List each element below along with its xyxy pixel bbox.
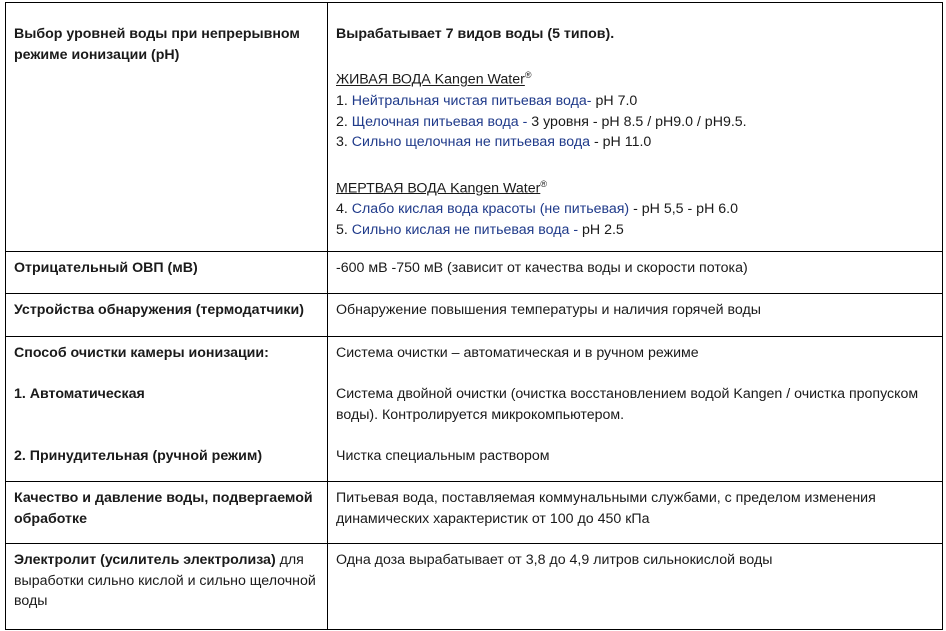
row-value-cell [328,294,943,337]
row-label-cell [6,252,328,294]
table-row [6,3,943,252]
specs-table [5,2,943,630]
list-item: 2. Щелочная питьевая вода - 3 уровня - pH 8.5 / pH9.0 / pH9.5. [336,113,747,130]
row-value: Одна доза вырабатывает от 3,8 до 4,9 литров сильнокислой воды [336,552,773,568]
table-row [6,337,943,482]
row-value: Система очистки – автоматическая и в ручном режиме [336,345,699,361]
table-row [6,252,943,294]
row-label: Выбор уровней воды при непрерывном режиме ионизации (pH) [14,26,300,63]
row-value-cell [328,3,943,252]
list-item: 5. Сильно кислая не питьевая вода - pH 2.5 [336,221,624,238]
row-label-cell [6,544,328,630]
row-value: Обнаружение повышения температуры и наличия горячей воды [336,302,761,318]
list-item: 4. Слабо кислая вода красоты (не питьевая) - pH 5,5 - pH 6.0 [336,201,738,218]
row-label: Электролит (усилитель электролиза) для выработки сильно кислой и сильно щелочной воды [14,552,316,610]
row-label-cell [6,294,328,337]
row-value-auto: Система двойной очистки (очистка восстановлением водой Kangen / очистка пропуском воды). Контролируется микрокомпьютером. [336,386,919,424]
row-label: Способ очистки камеры ионизации: [14,345,269,361]
row-value-cell [328,482,943,544]
row-label: Качество и давление воды, подвергаемой обработке [14,490,313,527]
row-label: Устройства обнаружения (термодатчики) [14,302,304,318]
water-types-heading: Вырабатывает 7 видов воды (5 типов). [336,26,615,42]
table-row [6,544,943,630]
row-value-manual: Чистка специальным раствором [336,448,550,465]
row-label-cell [6,337,328,482]
row-label-cell [6,482,328,544]
table-row [6,482,943,544]
row-label: Отрицательный ОВП (мВ) [14,260,198,276]
row-value-cell [328,544,943,630]
live-water-title: ЖИВАЯ ВОДА Kangen Water® [336,70,532,89]
row-value-cell [328,337,943,482]
row-sublabel-manual: 2. Принудительная (ручной режим) [14,448,263,465]
row-value-cell [328,252,943,294]
table-row [6,294,943,337]
list-item: 1. Нейтральная чистая питьевая вода- pH 7.0 [336,92,638,109]
row-value: -600 мВ -750 мВ (зависит от качества воды и скорости потока) [336,260,748,276]
row-label-cell [6,3,328,252]
row-sublabel-auto: 1. Автоматическая [14,386,145,403]
row-value: Питьевая вода, поставляемая коммунальными службами, с пределом изменения динамических характеристик от 100 до 450 кПа [336,490,876,527]
dead-water-title: МЕРТВАЯ ВОДА Kangen Water® [336,178,547,197]
list-item: 3. Сильно щелочная не питьевая вода - pH 11.0 [336,134,652,151]
